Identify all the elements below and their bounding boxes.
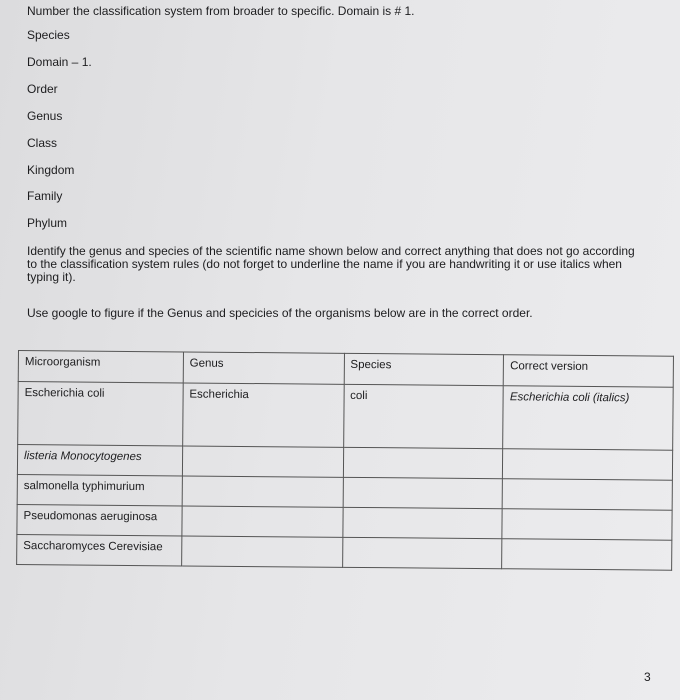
species-cell [342, 537, 502, 568]
organism-table [16, 350, 674, 571]
microorganism-cell: Saccharomyces Cerevisiae [17, 534, 182, 565]
rank-item: Genus [27, 109, 63, 123]
rank-item: Class [27, 136, 58, 150]
rank-item: Order [27, 82, 58, 96]
genus-cell [182, 446, 343, 477]
correct-version-cell [502, 509, 672, 540]
correct-version-cell: Escherichia coli (italics) [503, 386, 673, 450]
header-genus: Genus [183, 352, 344, 384]
rank-item: Phylum [27, 216, 68, 230]
genus-cell [182, 476, 343, 507]
instruction-paragraph: Identify the genus and species of the scientific name shown below and correct anything that does not go according to the classification system rules (do not forget to underline the name if you are handwriting it or use italics when typing it). [27, 244, 635, 284]
genus-cell [182, 506, 343, 537]
microorganism-cell: Escherichia coli [18, 382, 183, 446]
rank-item: Domain – 1. [27, 55, 92, 69]
rank-item: Species [27, 28, 70, 42]
correct-version-cell [502, 539, 672, 570]
microorganism-cell: listeria Monocytogenes [17, 445, 182, 476]
genus-cell: Escherichia [182, 383, 343, 447]
header-correct-version: Correct version [503, 355, 673, 387]
table-row [17, 534, 672, 570]
species-cell: coli [343, 384, 503, 448]
rank-item: Kingdom [27, 163, 75, 177]
microorganism-cell: Pseudomonas aeruginosa [17, 504, 182, 535]
google-note: Use google to figure if the Genus and specicies of the organisms below are in the correct order. [27, 306, 533, 320]
species-cell [343, 447, 503, 478]
correct-version-cell [502, 479, 672, 510]
correct-version-cell [503, 449, 673, 480]
species-cell [342, 507, 502, 538]
microorganism-cell: salmonella typhimurium [17, 474, 182, 505]
species-cell [343, 477, 503, 508]
page-number: 3 [644, 670, 651, 684]
heading: Number the classification system from broader to specific. Domain is # 1. [27, 4, 415, 18]
header-microorganism: Microorganism [18, 351, 183, 383]
rank-item: Family [27, 189, 63, 203]
header-species: Species [344, 353, 504, 385]
table-row [18, 382, 674, 451]
genus-cell [181, 536, 342, 567]
